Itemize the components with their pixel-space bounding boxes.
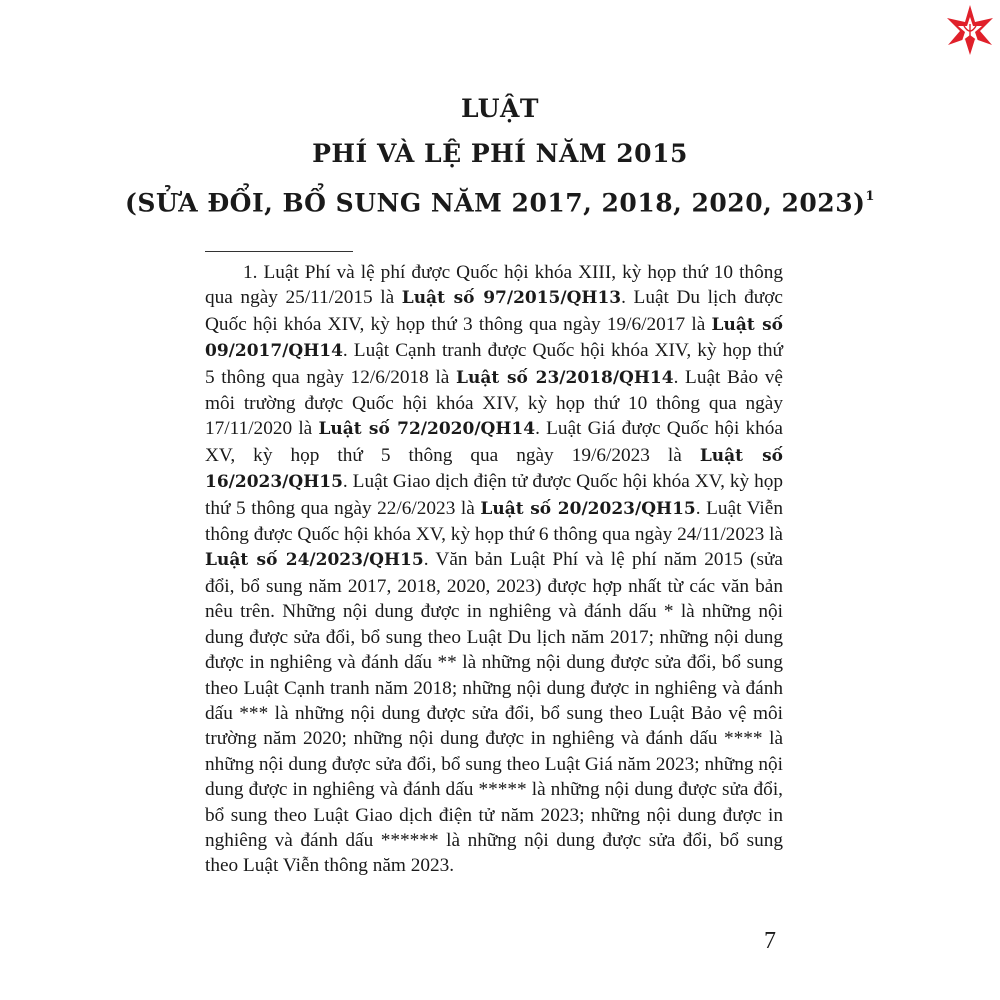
footnote-segment: . Luật Cạnh tranh được Quốc hội khóa XIV, kỳ họp thứ 5 thông qua ngày 12/6/2018 là [205, 340, 783, 388]
title-line-2: PHÍ VÀ LỆ PHÍ NĂM 2015 [312, 139, 688, 168]
footnote-segment: . Luật Bảo vệ môi trường được Quốc hội khóa XIV, kỳ họp thứ 10 thông qua ngày 17/11/2020 là [205, 366, 783, 440]
law-number: Luật số 23/2018/QH14 [456, 367, 674, 388]
law-number: Luật số 97/2015/QH13 [401, 288, 622, 309]
footnote-segment: . Luật Du lịch được Quốc hội khóa XIV, kỳ họp thứ 3 thông qua ngày 19/6/2017 là [205, 287, 783, 335]
law-number: Luật số 24/2023/QH15 [205, 550, 424, 571]
footnote-marker: 1 [865, 189, 875, 204]
publisher-logo-icon [944, 4, 996, 56]
title-line-3-text: (SỬA ĐỔI, BỔ SUNG NĂM 2017, 2018, 2020, 2023) [125, 188, 866, 218]
title-line-3 [0, 176, 1000, 225]
footnote-segment: . Luật Giao dịch điện tử được Quốc hội khóa XV, kỳ họp thứ 5 thông qua ngày 22/6/2023 là [205, 471, 783, 519]
footnote-text [205, 260, 783, 879]
footnote-segment: 1. Luật Phí và lệ phí được Quốc hội khóa XIII, kỳ họp thứ 10 thông qua ngày 25/11/2015 là [205, 262, 783, 309]
footnote-separator [205, 251, 353, 252]
law-number: Luật số 16/2023/QH15 [205, 445, 783, 493]
footnote-segment: . Văn bản Luật Phí và lệ phí năm 2015 (sửa đổi, bổ sung năm 2017, 2018, 2020, 2023) được hợp nhất từ các văn bản nêu trên. Những nội dung được in nghiêng và đánh dấu * là những nội dung được sửa đổi, bổ sung theo Luật Du lịch năm 2017; những nội dung được in nghiêng và đánh dấu ** là những nội dung được sửa đổi, bổ sung theo Luật Cạnh tranh năm 2018; những nội dung được in nghiêng và đánh dấu *** là những nội dung được sửa đổi, bổ sung theo Luật Bảo vệ môi trường năm 2020; những nội dung được in nghiêng và đánh dấu **** là những nội dung được sửa đổi, bổ sung theo Luật Giá năm 2023; những nội dung được in nghiêng và đánh dấu ***** là những nội dung được sửa đổi, bổ sung theo Luật Giao dịch điện tử năm 2023; những nội dung được in nghiêng và đánh dấu ****** là những nội dung được sửa đổi, bổ sung theo Luật Viễn thông năm 2023. [205, 549, 783, 877]
document-title [0, 86, 1000, 225]
law-number: Luật số 09/2017/QH14 [205, 314, 783, 362]
page-number: 7 [764, 928, 776, 954]
law-number: Luật số 20/2023/QH15 [480, 498, 696, 519]
footnote-segment: . Luật Viễn thông được Quốc hội khóa XV, kỳ họp thứ 6 thông qua ngày 24/11/2023 là [205, 497, 783, 546]
footnote-segment: . Luật Giá được Quốc hội khóa XV, kỳ họp thứ 5 thông qua ngày 19/6/2023 là [205, 418, 783, 466]
law-number: Luật số 72/2020/QH14 [318, 419, 536, 440]
title-line-1: LUẬT [460, 94, 539, 123]
